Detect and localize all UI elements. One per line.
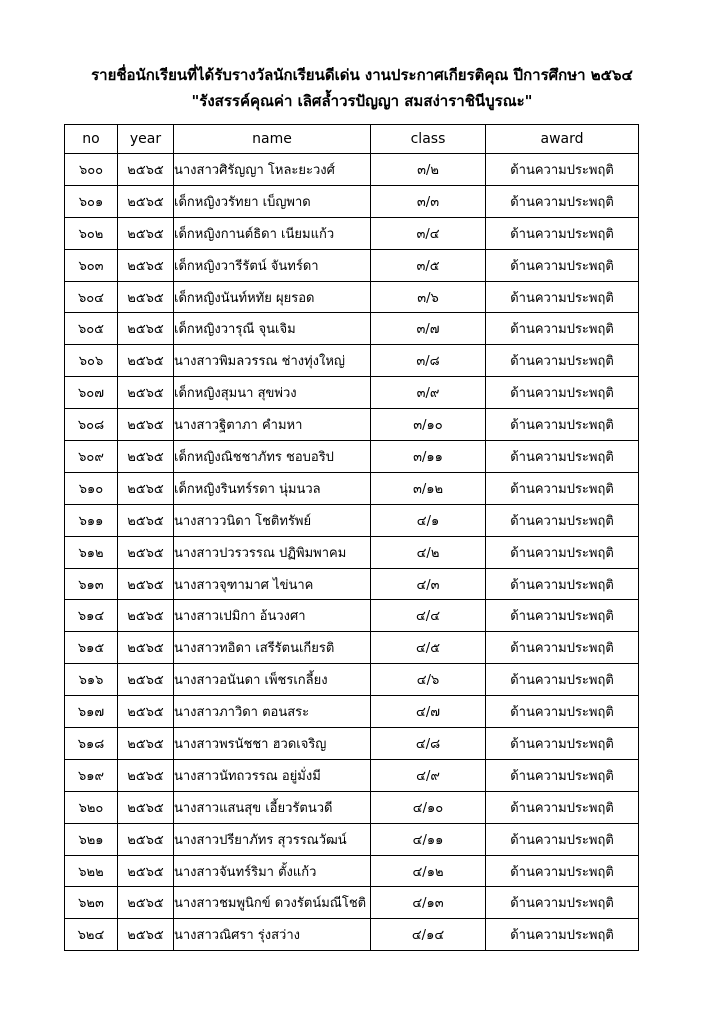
table-row [65, 281, 639, 313]
cell-no: ๖๑๘ [65, 728, 118, 760]
cell-name: นางสาวปวรวรรณ ปฏิพิมพาคม [174, 536, 371, 568]
cell-award: ด้านความประพฤติ [486, 791, 639, 823]
cell-award: ด้านความประพฤติ [486, 823, 639, 855]
cell-no: ๖๐๓ [65, 249, 118, 281]
cell-name: นางสาวฐิตาภา คำมหา [174, 409, 371, 441]
cell-class: ๔/๓ [371, 568, 486, 600]
table-row [65, 504, 639, 536]
cell-name: นางสาวทอิดา เสรีรัตนเกียรติ [174, 632, 371, 664]
cell-year: ๒๕๖๕ [118, 728, 174, 760]
cell-no: ๖๒๓ [65, 887, 118, 919]
cell-name: นางสาวจุฑามาศ ไข่นาค [174, 568, 371, 600]
cell-class: ๓/๕ [371, 249, 486, 281]
cell-class: ๔/๑๔ [371, 919, 486, 951]
cell-no: ๖๑๔ [65, 600, 118, 632]
cell-no: ๖๑๖ [65, 664, 118, 696]
cell-no: ๖๐๐ [65, 154, 118, 186]
cell-no: ๖๑๕ [65, 632, 118, 664]
cell-award: ด้านความประพฤติ [486, 919, 639, 951]
cell-award: ด้านความประพฤติ [486, 409, 639, 441]
cell-no: ๖๒๔ [65, 919, 118, 951]
cell-class: ๔/๗ [371, 696, 486, 728]
cell-award: ด้านความประพฤติ [486, 472, 639, 504]
cell-award: ด้านความประพฤติ [486, 696, 639, 728]
cell-no: ๖๐๕ [65, 313, 118, 345]
table-row [65, 855, 639, 887]
cell-award: ด้านความประพฤติ [486, 759, 639, 791]
cell-award: ด้านความประพฤติ [486, 855, 639, 887]
table-row [65, 217, 639, 249]
cell-class: ๓/๔ [371, 217, 486, 249]
cell-award: ด้านความประพฤติ [486, 887, 639, 919]
cell-name: เด็กหญิงกานต์ธิดา เนียมแก้ว [174, 217, 371, 249]
cell-award: ด้านความประพฤติ [486, 185, 639, 217]
cell-class: ๓/๑๐ [371, 409, 486, 441]
cell-year: ๒๕๖๕ [118, 504, 174, 536]
cell-year: ๒๕๖๕ [118, 664, 174, 696]
table-row [65, 345, 639, 377]
cell-award: ด้านความประพฤติ [486, 441, 639, 473]
cell-year: ๒๕๖๕ [118, 217, 174, 249]
cell-award: ด้านความประพฤติ [486, 281, 639, 313]
cell-no: ๖๑๓ [65, 568, 118, 600]
cell-class: ๓/๙ [371, 377, 486, 409]
cell-class: ๓/๖ [371, 281, 486, 313]
cell-name: นางสาวจันทร์ริมา ตั้งแก้ว [174, 855, 371, 887]
cell-name: นางสาวพิมลวรรณ ช่างทุ่งใหญ่ [174, 345, 371, 377]
cell-year: ๒๕๖๕ [118, 887, 174, 919]
cell-year: ๒๕๖๕ [118, 313, 174, 345]
cell-class: ๓/๘ [371, 345, 486, 377]
cell-no: ๖๐๔ [65, 281, 118, 313]
cell-award: ด้านความประพฤติ [486, 728, 639, 760]
cell-class: ๔/๒ [371, 536, 486, 568]
cell-class: ๔/๑ [371, 504, 486, 536]
cell-no: ๖๑๙ [65, 759, 118, 791]
table-row [65, 696, 639, 728]
title-line-1: รายชื่อนักเรียนที่ได้รับรางวัลนักเรียนดีเด่น งานประกาศเกียรติคุณ ปีการศึกษา ๒๕๖๔ [91, 66, 633, 84]
cell-year: ๒๕๖๕ [118, 536, 174, 568]
cell-award: ด้านความประพฤติ [486, 345, 639, 377]
cell-class: ๔/๙ [371, 759, 486, 791]
cell-class: ๔/๕ [371, 632, 486, 664]
cell-no: ๖๑๑ [65, 504, 118, 536]
cell-year: ๒๕๖๕ [118, 441, 174, 473]
table-row [65, 664, 639, 696]
header-class: class [371, 125, 486, 154]
cell-no: ๖๑๐ [65, 472, 118, 504]
cell-award: ด้านความประพฤติ [486, 568, 639, 600]
cell-no: ๖๑๗ [65, 696, 118, 728]
header-year: year [118, 125, 174, 154]
cell-year: ๒๕๖๕ [118, 696, 174, 728]
table-row [65, 823, 639, 855]
cell-no: ๖๑๒ [65, 536, 118, 568]
cell-year: ๒๕๖๕ [118, 345, 174, 377]
cell-year: ๒๕๖๕ [118, 472, 174, 504]
cell-name: เด็กหญิงณิชชาภัทร ชอบอริป [174, 441, 371, 473]
table-row [65, 728, 639, 760]
cell-no: ๖๐๖ [65, 345, 118, 377]
cell-name: นางสาวปรียาภัทร สุวรรณวัฒน์ [174, 823, 371, 855]
cell-name: นางสาวณิศรา รุ่งสว่าง [174, 919, 371, 951]
header-award: award [486, 125, 639, 154]
cell-no: ๖๐๙ [65, 441, 118, 473]
table-row [65, 887, 639, 919]
table-row [65, 791, 639, 823]
cell-name: นางสาวแสนสุข เอี้ยวรัตนวดี [174, 791, 371, 823]
cell-name: เด็กหญิงวารีรัตน์ จันทร์ดา [174, 249, 371, 281]
cell-class: ๓/๓ [371, 185, 486, 217]
cell-no: ๖๒๒ [65, 855, 118, 887]
awards-table [64, 124, 639, 951]
cell-name: เด็กหญิงนันท์หทัย ผุยรอด [174, 281, 371, 313]
table-row [65, 472, 639, 504]
table-body [65, 154, 639, 951]
cell-award: ด้านความประพฤติ [486, 154, 639, 186]
cell-name: นางสาวเปมิกา อ้นวงศา [174, 600, 371, 632]
table-row [65, 249, 639, 281]
title-line-2: "รังสรรค์คุณค่า เลิศล้ำวรปัญญา สมสง่าราชินีบูรณะ" [191, 92, 533, 110]
cell-award: ด้านความประพฤติ [486, 504, 639, 536]
table-row [65, 154, 639, 186]
cell-name: นางสาวอนันดา เพ็ชรเกลี้ยง [174, 664, 371, 696]
header-name: name [174, 125, 371, 154]
cell-year: ๒๕๖๕ [118, 855, 174, 887]
cell-award: ด้านความประพฤติ [486, 600, 639, 632]
cell-year: ๒๕๖๕ [118, 568, 174, 600]
cell-award: ด้านความประพฤติ [486, 249, 639, 281]
cell-name: นางสาวนัทถวรรณ อยู่มั่งมี [174, 759, 371, 791]
cell-no: ๖๐๗ [65, 377, 118, 409]
table-row [65, 313, 639, 345]
cell-year: ๒๕๖๕ [118, 281, 174, 313]
table-row [65, 536, 639, 568]
cell-year: ๒๕๖๕ [118, 600, 174, 632]
cell-year: ๒๕๖๕ [118, 249, 174, 281]
cell-name: นางสาววนิดา โชติทรัพย์ [174, 504, 371, 536]
cell-class: ๔/๑๓ [371, 887, 486, 919]
cell-award: ด้านความประพฤติ [486, 313, 639, 345]
table-row [65, 600, 639, 632]
table-row [65, 919, 639, 951]
cell-name: เด็กหญิงวรัทยา เบ็ญพาด [174, 185, 371, 217]
table-row [65, 441, 639, 473]
table-row [65, 632, 639, 664]
table-row [65, 759, 639, 791]
cell-no: ๖๐๘ [65, 409, 118, 441]
table-row [65, 185, 639, 217]
table-row [65, 568, 639, 600]
cell-year: ๒๕๖๕ [118, 154, 174, 186]
cell-class: ๔/๑๒ [371, 855, 486, 887]
cell-class: ๓/๒ [371, 154, 486, 186]
cell-no: ๖๒๐ [65, 791, 118, 823]
cell-class: ๔/๑๐ [371, 791, 486, 823]
cell-class: ๓/๗ [371, 313, 486, 345]
cell-year: ๒๕๖๕ [118, 759, 174, 791]
cell-year: ๒๕๖๕ [118, 185, 174, 217]
table-header-row [65, 125, 639, 154]
cell-year: ๒๕๖๕ [118, 791, 174, 823]
table-row [65, 377, 639, 409]
cell-year: ๒๕๖๕ [118, 632, 174, 664]
cell-award: ด้านความประพฤติ [486, 217, 639, 249]
cell-name: เด็กหญิงวารุณี จุนเจิม [174, 313, 371, 345]
cell-class: ๓/๑๒ [371, 472, 486, 504]
cell-class: ๓/๑๑ [371, 441, 486, 473]
cell-name: นางสาวศิรัญญา โหละยะวงศ์ [174, 154, 371, 186]
cell-year: ๒๕๖๕ [118, 409, 174, 441]
cell-award: ด้านความประพฤติ [486, 632, 639, 664]
cell-no: ๖๒๑ [65, 823, 118, 855]
cell-award: ด้านความประพฤติ [486, 536, 639, 568]
cell-year: ๒๕๖๕ [118, 919, 174, 951]
cell-year: ๒๕๖๕ [118, 823, 174, 855]
cell-name: นางสาวภาวิดา ตอนสระ [174, 696, 371, 728]
cell-no: ๖๐๑ [65, 185, 118, 217]
cell-class: ๔/๘ [371, 728, 486, 760]
cell-no: ๖๐๒ [65, 217, 118, 249]
cell-class: ๔/๑๑ [371, 823, 486, 855]
cell-class: ๔/๔ [371, 600, 486, 632]
cell-award: ด้านความประพฤติ [486, 664, 639, 696]
cell-name: เด็กหญิงสุมนา สุขพ่วง [174, 377, 371, 409]
cell-award: ด้านความประพฤติ [486, 377, 639, 409]
cell-name: นางสาวพรนัชชา ฮวดเจริญ [174, 728, 371, 760]
cell-year: ๒๕๖๕ [118, 377, 174, 409]
cell-name: นางสาวชมพูนิกข์ ดวงรัตน์มณีโชติ [174, 887, 371, 919]
cell-name: เด็กหญิงรินทร์รดา นุ่มนวล [174, 472, 371, 504]
table-row [65, 409, 639, 441]
document-title [0, 62, 724, 114]
cell-class: ๔/๖ [371, 664, 486, 696]
header-no: no [65, 125, 118, 154]
